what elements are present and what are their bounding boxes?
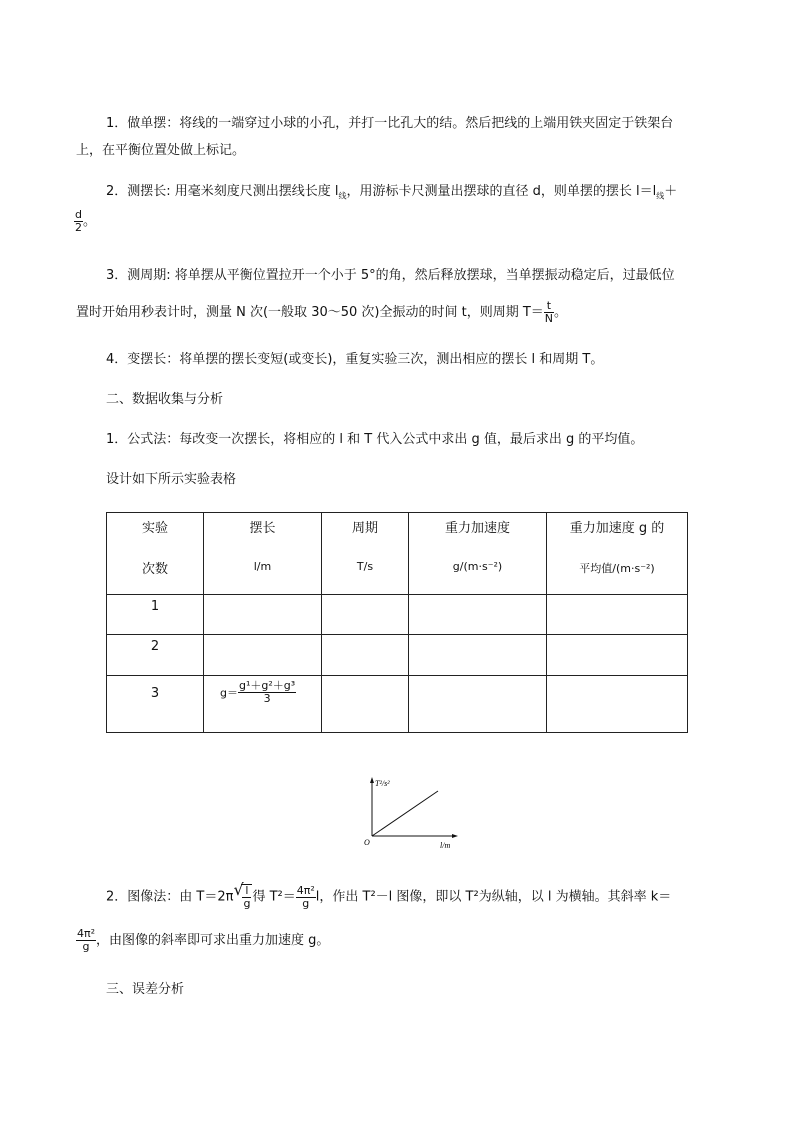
table-cell (409, 595, 547, 635)
section2-heading (106, 392, 223, 408)
formula-method-line (106, 432, 643, 448)
header-top: 摆长 (249, 521, 276, 536)
header-cell (204, 513, 322, 595)
fraction-numerator: 4π² (77, 927, 96, 940)
fraction-numerator: d (75, 208, 82, 221)
row-number (107, 635, 204, 676)
header-top: 周期 (351, 521, 378, 536)
t-squared-vs-l-graph (360, 776, 464, 850)
header-bottom: l/m (253, 560, 272, 573)
step4-text: 4．变摆长：将单摆的摆长变短(或变长)，重复实验三次，测出相应的摆长 l 和周期 T。 (106, 352, 604, 367)
section2-title: 二、数据收集与分析 (106, 392, 224, 407)
table-cell (204, 595, 322, 635)
table-caption (106, 472, 236, 488)
average-formula (220, 680, 321, 705)
fraction-numerator: t (546, 299, 552, 312)
step1-text-a: 1．做单摆：将线的一端穿过小球的小孔，并打一比孔大的结。然后把线的上端用铁夹固定于铁架台 (106, 116, 674, 131)
step3-line1 (106, 268, 675, 284)
header-cell (322, 513, 409, 595)
fraction-denominator: N (544, 312, 554, 325)
step3-end: 。 (554, 305, 568, 320)
header-top: 重力加速度 (444, 521, 510, 536)
step1-line2 (76, 143, 245, 159)
fraction-numerator: 4π² (296, 883, 315, 897)
step2-text-b: ，用游标卡尺测量出摆球的直径 d，则单摆的摆长 l＝l (346, 184, 657, 199)
y-axis-arrow (370, 777, 374, 783)
table-cell (547, 635, 688, 676)
fraction-denominator: g (243, 897, 251, 910)
step2-sub2: 线 (656, 191, 665, 201)
step4-line (106, 352, 603, 368)
average-formula-fraction (238, 680, 296, 705)
header-bottom: 平均值/(m·s⁻²) (579, 562, 655, 575)
step2-end: 。 (83, 214, 97, 229)
step2-line1 (106, 184, 677, 205)
d-over-2-fraction (74, 209, 83, 234)
step3-line2 (76, 300, 567, 325)
graph-method-b: 得 T²＝ (252, 889, 296, 905)
proportional-line (372, 791, 438, 836)
x-axis-arrow (452, 834, 458, 838)
step2-text-c: ＋ (664, 184, 678, 199)
step2-text-a: 2．测摆长: 用毫米刻度尺测出摆线长度 l (106, 184, 339, 199)
table-header-row (107, 513, 688, 595)
header-bottom: g/(m·s⁻²) (452, 560, 503, 573)
graph-method-d: ，由图像的斜率即可求出重力加速度 g。 (96, 933, 330, 948)
graph-method-line2 (76, 928, 329, 953)
step2-line2 (74, 209, 96, 234)
table-cell (322, 635, 409, 676)
average-formula-cell (204, 676, 322, 733)
graph-method-line1 (106, 880, 672, 910)
header-cell (547, 513, 688, 595)
step3-text-b: 置时开始用秒表计时，测量 N 次(一般取 30～50 次)全振动的时间 t，则周期 T＝ (76, 305, 544, 320)
x-axis-label: l/m (440, 841, 451, 850)
row-number-text: 3 (150, 686, 160, 701)
table-cell (322, 595, 409, 635)
four-pi-squared-over-g (296, 885, 316, 910)
sqrt-icon: √ (233, 880, 244, 899)
average-formula-prefix: g＝ (220, 686, 238, 700)
step3-text-a: 3．测周期: 将单摆从平衡位置拉开一个小于 5°的角，然后释放摆球，当单摆振动稳定后，过最低位 (106, 268, 675, 283)
fraction-denominator: 3 (238, 692, 296, 705)
step1-line1 (106, 116, 673, 132)
fraction-denominator: g (296, 897, 316, 910)
experiment-table (106, 512, 688, 733)
row-number-text: 1 (150, 599, 160, 614)
header-top: 重力加速度 g 的 (569, 521, 665, 536)
fraction-numerator: l (245, 884, 249, 897)
section3-heading (106, 982, 184, 998)
step2-sub1: 线 (338, 191, 347, 201)
table-cell (547, 595, 688, 635)
row-number (107, 595, 204, 635)
table-row (107, 635, 688, 676)
header-top: 实验 (141, 521, 168, 536)
header-cell (107, 513, 204, 595)
row-number-text: 2 (150, 639, 160, 654)
graph-method-a: 2．图像法：由 T＝2π (106, 889, 234, 905)
table-row (107, 595, 688, 635)
section3-title: 三、误差分析 (106, 982, 185, 997)
origin-label: O (364, 838, 370, 847)
row-number (107, 676, 204, 733)
table-caption-text: 设计如下所示实验表格 (106, 472, 237, 487)
table-row (107, 676, 688, 733)
header-bottom: 次数 (141, 562, 168, 577)
fraction-denominator: g (76, 940, 96, 953)
slope-fraction (76, 928, 96, 953)
header-bottom: T/s (356, 560, 374, 573)
fraction-denominator: 2 (75, 221, 82, 234)
sqrt-l-over-g (233, 880, 252, 910)
table-cell (409, 635, 547, 676)
table-cell (204, 635, 322, 676)
y-axis-label: T²/s² (375, 779, 390, 788)
fraction-numerator: g¹＋g²＋g³ (238, 679, 296, 692)
graph-method-c: l，作出 T²－l 图像，即以 T²为纵轴，以 l 为横轴。其斜率 k＝ (315, 889, 672, 905)
header-cell (409, 513, 547, 595)
table-cell (547, 676, 688, 733)
t-over-n-fraction (544, 300, 554, 325)
step1-text-b: 上，在平衡位置处做上标记。 (76, 143, 246, 158)
table-cell (409, 676, 547, 733)
table-cell (322, 676, 409, 733)
formula-method-text: 1．公式法：每改变一次摆长，将相应的 l 和 T 代入公式中求出 g 值，最后求出 g 的平均值。 (106, 432, 644, 447)
